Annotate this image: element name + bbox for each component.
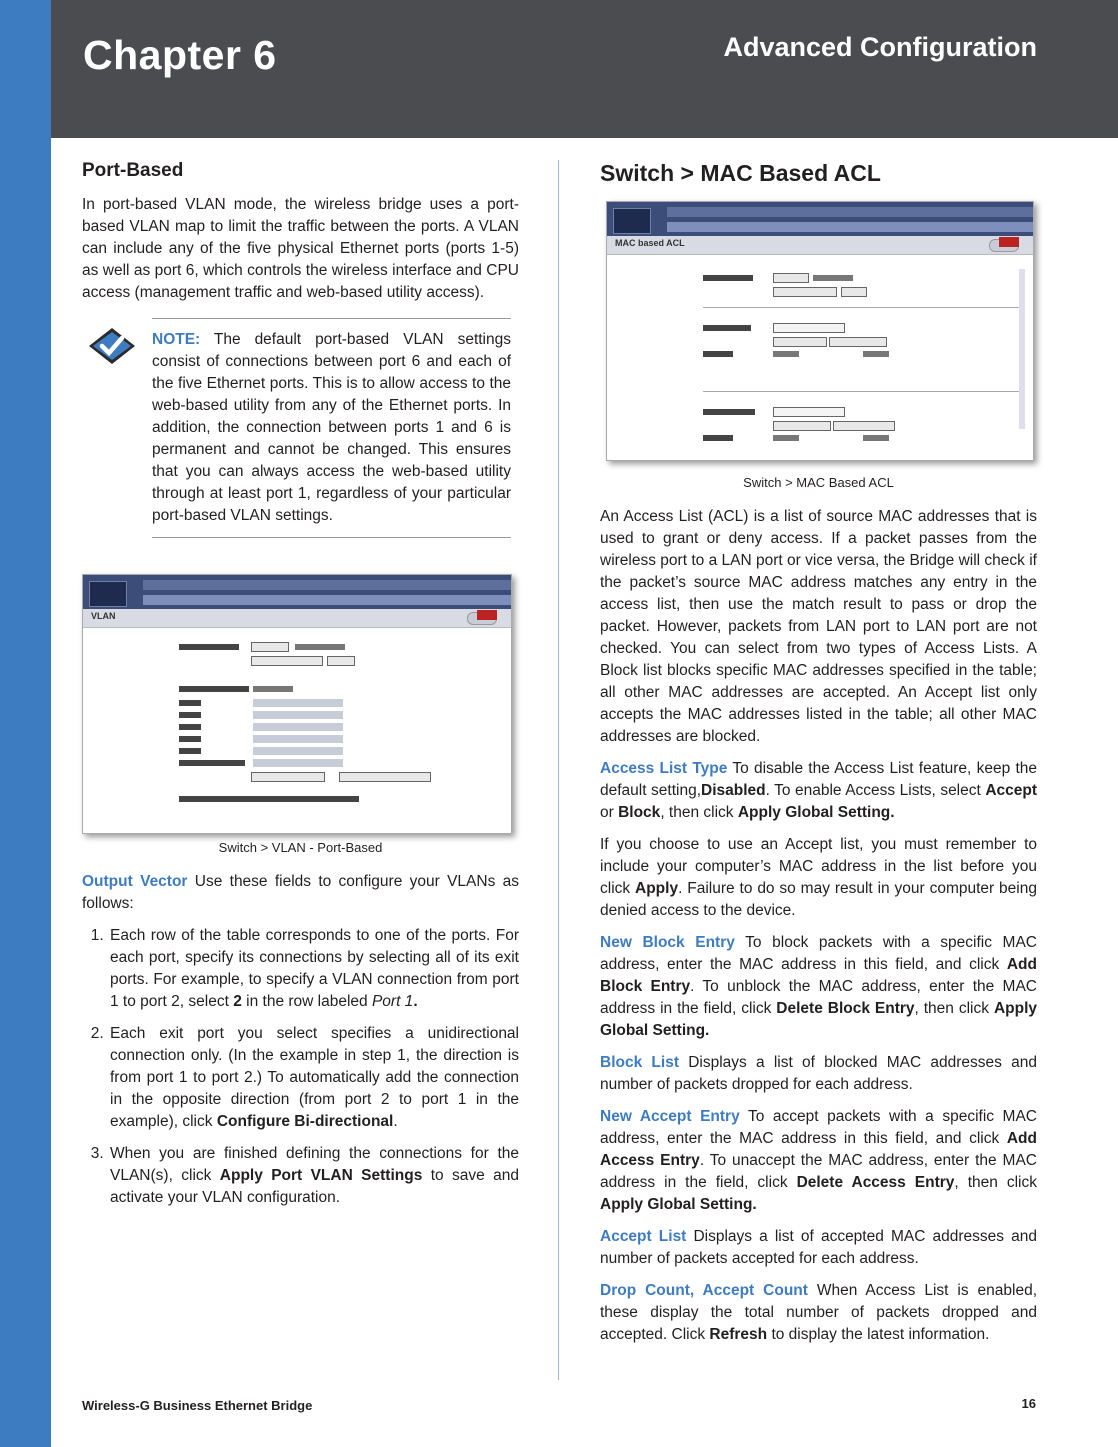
screenshot-topbar — [607, 202, 1033, 236]
note-paragraph — [152, 329, 511, 527]
linksys-logo — [89, 581, 127, 607]
list-item: 1. Each row of the table corresponds to one of the ports. For each port, specify its connections by selecting all of its exit ports. For example, to specify a VLAN connection from port 1 to port 2, select 2 in the row labeled Port 1. — [108, 925, 519, 1013]
access-list-type-paragraph: Access List Type To disable the Access List feature, keep the default setting,Disabled. To enable Access Lists, select Accept or Block, then click Apply Global Setting. — [600, 760, 1038, 821]
block-list-paragraph: Block List Displays a list of blocked MAC addresses and number of packets dropped for each address. — [600, 1054, 1037, 1093]
linksys-logo — [613, 208, 651, 234]
vlan-figure-caption: Switch > VLAN - Port-Based — [218, 840, 383, 855]
acl-intro-paragraph: An Access List (ACL) is a list of source MAC addresses that is used to grant or deny access. If a packet passes from the wireless port to a LAN port or vice versa, the Bridge will check if the packet’s source MAC address matches any entry in the access list, then use the match result to pass or drop the packet. However, packets from LAN port to LAN port are not checked. You can select from two types of Access Lists. A Block list blocks specific MAC addresses specified in the table; all other MAC addresses are accepted. An Accept list only accepts the MAC addresses listed in the table; all other MAC addresses are blocked. — [600, 508, 1037, 745]
note-text: The default port-based VLAN settings consist of connections between port 6 and each of the five Ethernet ports. This is to allow access to the web-based utility from any of the Ethernet ports. In addition, the connection between ports 1 and 6 is permanent and cannot be changed. This ensures that you can always access the web-based utility through at least port 1, regardless of your particular port-based VLAN settings. — [152, 331, 511, 524]
column-divider — [558, 160, 559, 1380]
mac-acl-figure-caption: Switch > MAC Based ACL — [743, 475, 894, 490]
note-label: NOTE: — [152, 331, 201, 348]
new-accept-entry-paragraph: New Accept Entry To accept packets with a specific MAC address, enter the MAC address in this field, and click Add Access Entry. To unaccept the MAC address, enter the MAC address in the field, click Delete Access Entry, then click Apply Global Setting. — [600, 1108, 1038, 1213]
output-vector-term: Output Vector — [82, 873, 188, 890]
checkmark-note-icon — [88, 327, 136, 365]
right-column — [600, 160, 1037, 1356]
mac-acl-screenshot — [606, 201, 1034, 461]
screenshot-band — [83, 609, 511, 628]
screenshot-band — [607, 236, 1033, 255]
accept-list-paragraph: Accept List Displays a list of accepted MAC addresses and number of packets accepted for each address. — [600, 1228, 1037, 1267]
footer-page-number: 16 — [1021, 1396, 1036, 1411]
left-column — [82, 160, 519, 1219]
screenshot-topbar — [83, 575, 511, 609]
list-item: 2. Each exit port you select specifies a unidirectional connection only. (In the example in step 1, the direction is from port 1 to port 2.) To automatically add the connection in the opposite direction (from port 2 to port 1 in the example), click Configure Bi-directional. — [108, 1023, 519, 1133]
drop-count-paragraph: Drop Count, Accept Count When Access List is enabled, these display the total number of packets dropped and accepted. Click Refresh to display the latest information. — [600, 1282, 1037, 1343]
port-based-intro: In port-based VLAN mode, the wireless bridge uses a port-based VLAN map to limit the traffic between the ports. A VLAN can include any of the five physical Ethernet ports (ports 1-5) as well as port 6, which controls the wireless interface and CPU access (management traffic and web-based utility access). — [82, 196, 519, 301]
page-header — [51, 0, 1118, 138]
chapter-title: Chapter 6 — [83, 32, 277, 78]
port-based-heading: Port-Based — [82, 160, 184, 181]
scrollbar — [1019, 269, 1025, 429]
output-vector-paragraph: Output Vector Use these fields to configure your VLANs as follows: — [82, 873, 519, 912]
footer-product-name: Wireless-G Business Ethernet Bridge — [82, 1398, 313, 1413]
section-title: Advanced Configuration — [723, 32, 1037, 62]
screenshot-band-label: MAC based ACL — [615, 238, 685, 248]
side-accent-bar — [0, 0, 51, 1447]
new-block-entry-paragraph: New Block Entry To block packets with a specific MAC address, enter the MAC address in this field, and click Add Block Entry. To unblock the MAC address, enter the MAC address in the field, click Delete Block Entry, then click Apply Global Setting. — [600, 934, 1037, 1039]
note-box — [152, 318, 511, 538]
screenshot-band-label: VLAN — [91, 611, 116, 621]
list-item: 3. When you are finished defining the connections for the VLAN(s), click Apply Port VLAN Settings to save and activate your VLAN configuration. — [108, 1143, 519, 1209]
vlan-screenshot — [82, 574, 512, 834]
vlan-steps-list — [82, 925, 519, 1209]
accept-list-warning-paragraph: If you choose to use an Accept list, you must remember to include your computer’s MAC address in the list before you click Apply. Failure to do so may result in your computer being denied access to the device. — [600, 836, 1037, 919]
mac-acl-heading: Switch > MAC Based ACL — [600, 160, 881, 186]
